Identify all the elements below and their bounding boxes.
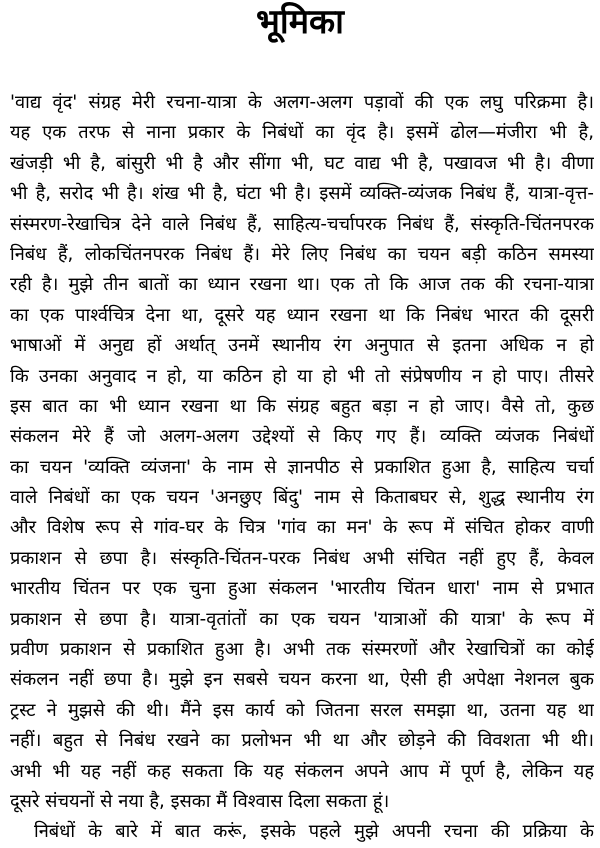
text-line: संकलन मेरे हैं जो अलग-अलग उद्देश्यों से किए गए हैं। व्यक्ति व्यंजक निबंधों: [10, 426, 594, 448]
body-text: [10, 88, 594, 848]
text-line: यह एक तरफ से नाना प्रकार के निबंधों का वृंद है। इसमें ढोल—मंजीरा भी है,: [10, 122, 594, 144]
text-line: नहीं। बहुत से निबंध रखने का प्रलोभन भी था और छोड़ने की विवशता भी थी।: [10, 730, 594, 752]
text-line: प्रकाशन से छपा है। संस्कृति-चिंतन-परक निबंध अभी संचित नहीं हुए हैं, केवल: [10, 547, 594, 569]
text-line: इस बात का भी ध्यान रखना था कि संग्रह बहुत बड़ा न हो जाए। वैसे तो, कुछ: [10, 395, 594, 417]
text-line: वाले निबंधों का एक चयन 'अनछुए बिंदु' नाम से किताबघर से, शुद्ध स्थानीय रंग: [10, 487, 594, 509]
text-line: दूसरे संचयनों से नया है, इसका मैं विश्वास दिला सकता हूं।: [10, 790, 390, 812]
text-line: अभी भी यह नहीं कह सकता कि यह संकलन अपने आप में पूर्ण है, लेकिन यह: [10, 760, 594, 782]
text-line: रही है। मुझे तीन बातों का ध्यान रखना था। एक तो कि आज तक की रचना-यात्रा: [10, 274, 594, 296]
text-line: भारतीय चिंतन पर एक चुना हुआ संकलन 'भारतीय चिंतन धारा' नाम से प्रभात: [10, 578, 594, 600]
page-title: भूमिका: [256, 2, 344, 42]
text-line: संस्मरण-रेखाचित्र देने वाले निबंध हैं, साहित्य-चर्चापरक निबंध हैं, संस्कृति-चिंतनपरक: [10, 213, 594, 235]
text-line: कि उनका अनुवाद न हो, या कठिन हो या हो भी तो संप्रेषणीय न हो पाए। तीसरे: [10, 365, 594, 387]
text-line: ट्रस्ट ने मुझसे की थी। मैंने इस कार्य को जितना सरल समझा था, उतना यह था: [10, 699, 594, 721]
text-line: 'वाद्य वृंद' संग्रह मेरी रचना-यात्रा के अलग-अलग पड़ावों की एक लघु परिक्रमा है।: [10, 92, 594, 113]
text-line: खंजड़ी भी है, बांसुरी भी है और सींगा भी, घट वाद्य भी है, पखावज भी है। वीणा: [10, 152, 594, 174]
text-line: संकलन नहीं छपा है। मुझे इन सबसे चयन करना था, ऐसी ही अपेक्षा नेशनल बुक: [10, 669, 594, 691]
text-line: प्रवीण प्रकाशन से प्रकाशित हुआ है। अभी तक संस्मरणों और रेखाचित्रों का कोई: [10, 639, 594, 661]
text-line: प्रकाशन से छपा है। यात्रा-वृतांतों का एक चयन 'यात्राओं की यात्रा' के रूप में: [10, 608, 594, 630]
text-line: का एक पार्श्वचित्र देना था, दूसरे यह ध्यान रखना था कि निबंध भारत की दूसरी: [10, 304, 594, 326]
text-line: निबंधों के बारे में बात करूं, इसके पहले मुझे अपनी रचना की प्रक्रिया के: [34, 821, 594, 843]
text-line: निबंध हैं, लोकचिंतनपरक निबंध हैं। मेरे लिए निबंध का चयन बड़ी कठिन समस्या: [10, 243, 594, 265]
text-line: और विशेष रूप से गांव-घर के चित्र 'गांव का मन' के रूप में संचित होकर वाणी: [10, 517, 594, 539]
text-line: भी है, सरोद भी है। शंख भी है, घंटा भी है। इसमें व्यक्ति-व्यंजक निबंध हैं, यात्रा-वृत्त-: [10, 183, 594, 205]
text-line: का चयन 'व्यक्ति व्यंजना' के नाम से ज्ञानपीठ से प्रकाशित हुआ है, साहित्य चर्चा: [10, 456, 594, 478]
text-line: भाषाओं में अनुद्य हों अर्थात् उनमें स्थानीय रंग अनुपात से इतना अधिक न हो: [10, 335, 594, 357]
